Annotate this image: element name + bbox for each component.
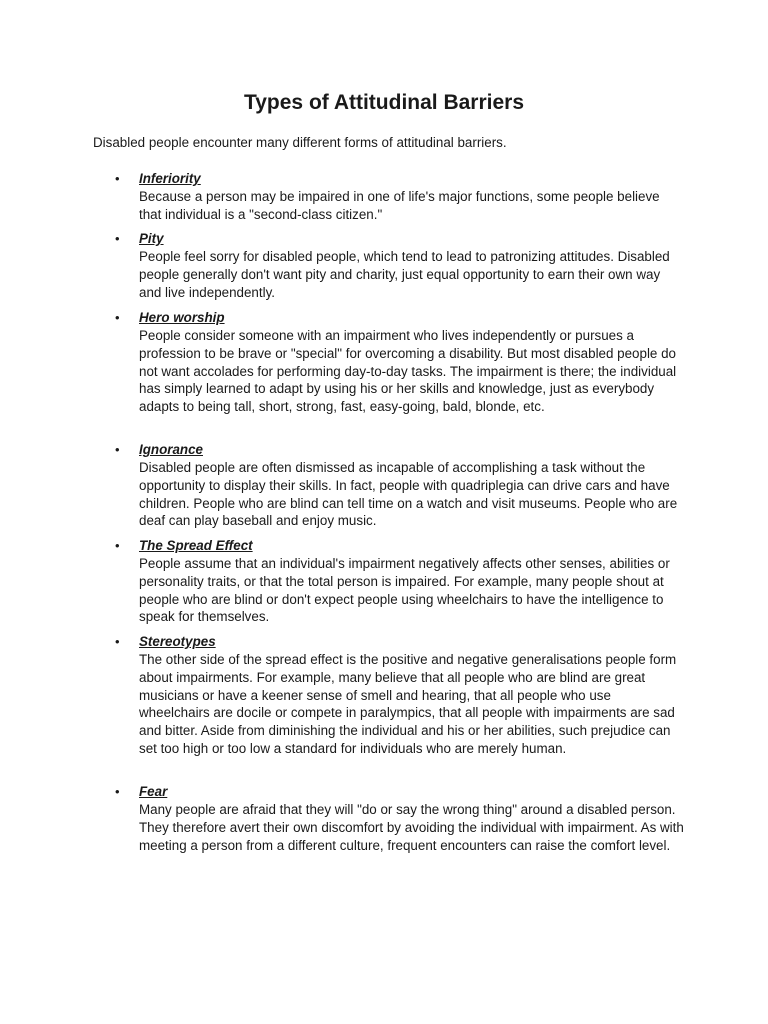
barrier-term: The Spread Effect [139,538,253,553]
bullet-icon: • [115,442,120,457]
barrier-description: Disabled people are often dismissed as incapable of accomplishing a task without the opportunity to display their skills. In fact, people with quadriplegia can drive cars and have children. People who are blind can tell time on a watch and visit museums. People who are deaf can play baseball and enjoy music. [139,460,678,529]
bullet-icon: • [115,784,120,799]
list-item-hero-worship [115,309,685,416]
list-item-stereotypes [115,633,685,758]
list-item-inferiority [115,170,685,224]
list-item-spread-effect [115,537,685,626]
barrier-description: Many people are afraid that they will "do or say the wrong thing" around a disabled person. They therefore avert their own discomfort by avoiding the individual with impairment. As with meeting a person from a different culture, frequent encounters can raise the comfort level. [139,802,684,853]
barrier-description: The other side of the spread effect is the positive and negative generalisations people form about impairments. For example, many believe that all people who are blind are great musicians or have a keener sense of smell and hearing, that all people who use wheelchairs are docile or compete in paralympics, that all people with impairments are sad and bitter. Aside from diminishing the individual and his or her abilities, such prejudice can set too high or too low a standard for individuals who are merely human. [139,652,677,756]
bullet-icon: • [115,538,120,553]
barrier-term: Stereotypes [139,634,216,649]
barrier-term: Inferiority [139,171,201,186]
barrier-term: Pity [139,231,164,246]
intro-paragraph: Disabled people encounter many different forms of attitudinal barriers. [93,135,507,150]
bullet-icon: • [115,171,120,186]
bullet-icon: • [115,310,120,325]
barrier-description: Because a person may be impaired in one of life's major functions, some people believe that individual is a "second-class citizen." [139,189,660,222]
barrier-term: Ignorance [139,442,203,457]
barrier-term: Fear [139,784,168,799]
barrier-term: Hero worship [139,310,225,325]
list-item-pity [115,230,685,301]
barrier-description: People feel sorry for disabled people, which tend to lead to patronizing attitudes. Disabled people generally don't want pity and charity, just equal opportunity to earn their own way and live independently. [139,249,670,300]
page-title: Types of Attitudinal Barriers [243,91,525,114]
barrier-description: People consider someone with an impairment who lives independently or pursues a profession to be brave or "special" for overcoming a disability. But most disabled people do not want accolades for performing day-to-day tasks. The impairment is there; the individual has simply learned to adapt by using his or her skills and knowledge, just as everybody adapts to being tall, short, strong, fast, easy-going, bald, blonde, etc. [139,328,677,415]
bullet-icon: • [115,231,120,246]
barrier-description: People assume that an individual's impairment negatively affects other senses, abilities or personality traits, or that the total person is impaired. For example, many people shout at people who are blind or don't expect people using wheelchairs to have the intelligence to speak for themselves. [139,556,670,625]
list-item-ignorance [115,441,685,530]
bullet-icon: • [115,634,120,649]
list-item-fear [115,783,685,854]
